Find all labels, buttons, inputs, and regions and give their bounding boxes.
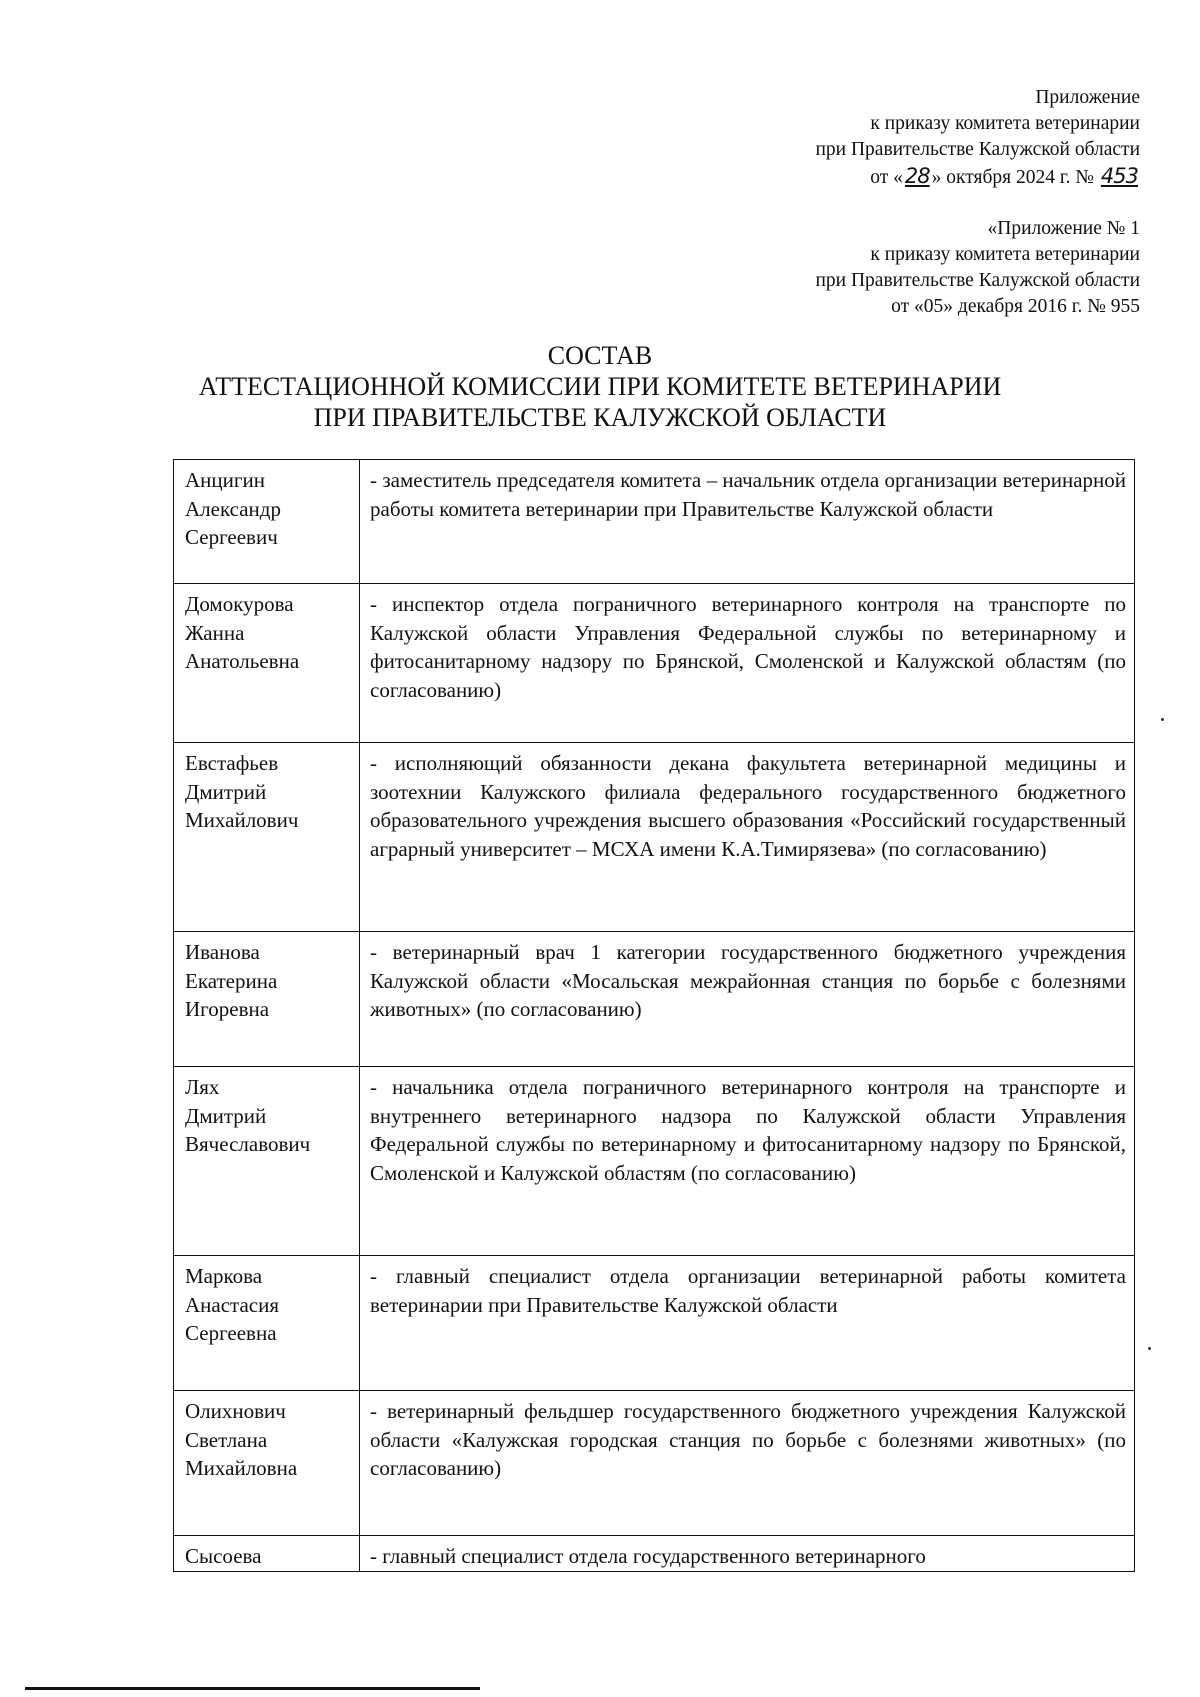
title-line-3: ПРИ ПРАВИТЕЛЬСТВЕ КАЛУЖСКОЙ ОБЛАСТИ bbox=[313, 403, 887, 432]
footnote-separator bbox=[25, 1687, 480, 1690]
member-surname: Лях bbox=[185, 1075, 220, 1099]
member-position: - главный специалист отдела государственного ветеринарного bbox=[360, 1536, 1135, 1572]
original-order-ref: к приказу комитета ветеринарии bbox=[870, 244, 1140, 265]
handwritten-day: 28 bbox=[904, 164, 930, 188]
original-date-line: от «05» декабря 2016 г. № 955 bbox=[891, 296, 1140, 317]
member-patronymic: Вячеславович bbox=[185, 1132, 311, 1156]
original-authority: при Правительстве Калужской области bbox=[815, 270, 1140, 291]
original-appendix-label: «Приложение № 1 bbox=[987, 218, 1140, 239]
member-position: - ветеринарный врач 1 категории государственного бюджетного учреждения Калужской области «Мосальская межрайонная станция по борьбе с болезнями животных» (по согласованию) bbox=[360, 932, 1135, 1067]
member-position: - инспектор отдела пограничного ветеринарного контроля на транспорте по Калужской области Управления Федеральной службы по ветеринарному и фитосанитарному надзору по Брянской, Смоленской и Калужской областям (по согласованию) bbox=[360, 584, 1135, 743]
member-row bbox=[174, 1256, 1135, 1391]
member-surname: Домокурова bbox=[185, 592, 294, 616]
member-row bbox=[174, 460, 1135, 584]
member-surname: Иванова bbox=[185, 940, 260, 964]
member-patronymic: Сергеевич bbox=[185, 525, 278, 549]
member-name-cell bbox=[174, 584, 360, 743]
member-row bbox=[174, 1067, 1135, 1256]
member-surname: Олихнович bbox=[185, 1399, 286, 1423]
member-surname: Анцигин bbox=[185, 468, 265, 492]
member-patronymic: Михайлович bbox=[185, 808, 299, 832]
member-row bbox=[174, 584, 1135, 743]
member-position: - начальника отдела пограничного ветеринарного контроля на транспорте и внутреннего ветеринарного надзора по Калужской области Управления Федеральной службы по ветеринарному и фитосанитарному надзору по Брянской, Смоленской и Калужской областям (по согласованию) bbox=[360, 1067, 1135, 1256]
appendix-header-original bbox=[815, 216, 1140, 320]
member-row bbox=[174, 1536, 1135, 1572]
handwritten-order-number: 453 bbox=[1100, 164, 1138, 188]
member-row bbox=[174, 932, 1135, 1067]
member-first-name: Александр bbox=[185, 496, 281, 521]
appendix-order-ref: к приказу комитета ветеринарии bbox=[870, 113, 1140, 134]
member-name-cell bbox=[174, 1536, 360, 1572]
member-first-name: Екатерина bbox=[185, 968, 278, 993]
scan-speck bbox=[1148, 1347, 1151, 1350]
member-first-name: Жанна bbox=[185, 620, 245, 645]
date-prefix: от « bbox=[870, 167, 903, 188]
member-first-name: Дмитрий bbox=[185, 1103, 267, 1128]
member-surname: Сысоева bbox=[185, 1544, 262, 1568]
member-patronymic: Анатольевна bbox=[185, 649, 300, 673]
member-patronymic: Сергеевна bbox=[185, 1321, 277, 1345]
member-name-cell bbox=[174, 1391, 360, 1536]
member-surname: Маркова bbox=[185, 1264, 263, 1288]
member-patronymic: Михайловна bbox=[185, 1456, 298, 1480]
member-position: - главный специалист отдела организации ветеринарной работы комитета ветеринарии при Правительстве Калужской области bbox=[360, 1256, 1135, 1391]
member-surname: Евстафьев bbox=[185, 751, 279, 775]
member-name-cell bbox=[174, 460, 360, 584]
document-title bbox=[0, 340, 1200, 433]
member-name-cell bbox=[174, 743, 360, 932]
appendix-date-line bbox=[815, 163, 1140, 191]
member-first-name: Анастасия bbox=[185, 1292, 280, 1317]
member-first-name: Дмитрий bbox=[185, 779, 267, 804]
member-first-name: Светлана bbox=[185, 1427, 268, 1452]
member-name-cell bbox=[174, 932, 360, 1067]
member-position: - ветеринарный фельдшер государственного бюджетного учреждения Калужской области «Калужская городская станция по борьбе с болезнями животных» (по согласованию) bbox=[360, 1391, 1135, 1536]
member-position: - исполняющий обязанности декана факультета ветеринарной медицины и зоотехнии Калужского филиала федерального государственного бюджетного образовательного учреждения высшего образования «Российский государственный аграрный университет – МСХА имени К.А.Тимирязева» (по согласованию) bbox=[360, 743, 1135, 932]
commission-members-table bbox=[173, 459, 1135, 1572]
member-name-cell bbox=[174, 1256, 360, 1391]
appendix-label: Приложение bbox=[1035, 87, 1140, 108]
title-line-1: СОСТАВ bbox=[547, 341, 653, 370]
member-row bbox=[174, 743, 1135, 932]
scan-speck bbox=[1161, 718, 1164, 721]
member-position: - заместитель председателя комитета – начальник отдела организации ветеринарной работы комитета ветеринарии при Правительстве Калужской области bbox=[360, 460, 1135, 584]
title-line-2: АТТЕСТАЦИОННОЙ КОМИССИИ ПРИ КОМИТЕТЕ ВЕТЕРИНАРИИ bbox=[198, 372, 1002, 401]
date-middle: » октября 2024 г. № bbox=[931, 167, 1095, 188]
member-patronymic: Игоревна bbox=[185, 997, 270, 1021]
member-row bbox=[174, 1391, 1135, 1536]
member-name-cell bbox=[174, 1067, 360, 1256]
appendix-header-current bbox=[815, 85, 1140, 191]
appendix-authority: при Правительстве Калужской области bbox=[815, 139, 1140, 160]
